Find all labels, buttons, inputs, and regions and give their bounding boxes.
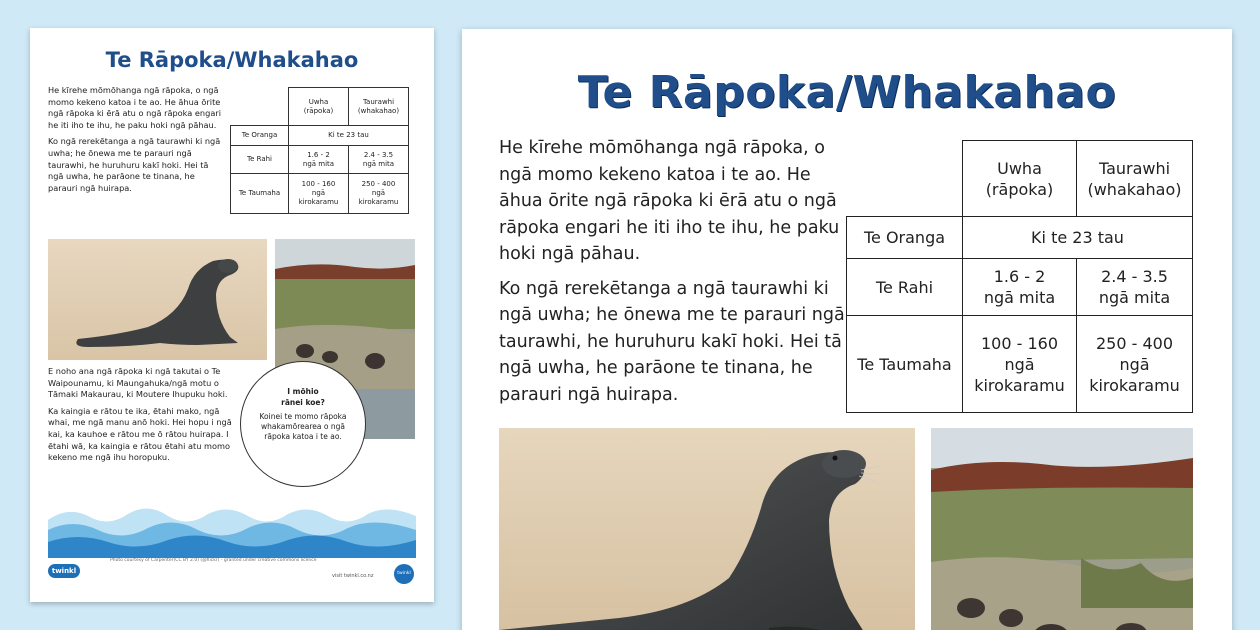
col-header-uwha: Uwha (rāpoka)	[963, 141, 1077, 217]
intro-paragraph: He kīrehe mōmōhanga ngā rāpoka, o ngā momo kekeno katoa i te ao. He āhua ōrite ngā rāpoka ki ērā atu o ngā rāpoka engari he iti iho te ihu, he paku hoki ngā pāhau.	[499, 138, 840, 264]
twinkl-logo: twinkl	[48, 564, 80, 578]
thumbnail-sea-lion-photo	[48, 239, 267, 360]
thumbnail-cell: 250 - 400 ngā kirokaramu	[349, 174, 409, 214]
thumbnail-facts-table	[230, 87, 409, 214]
thumbnail-colour-paragraph: Ko ngā rerekētanga a ngā taurawhi ki ngā uwha; he ōnewa me te parauri ngā taurawhi, he huruhuru kakī hoki. Hei tā ngā uwha, he parāone te tinana, he parauri ngā huirapa.	[48, 136, 221, 193]
thumbnail-col-taurawhi: Taurawhi (whakahao)	[349, 88, 409, 126]
thumbnail-cell: 100 - 160 ngā kirokaramu	[289, 174, 349, 214]
thumbnail-row-label: Te Rahi	[231, 146, 289, 174]
thumbnail-cell: 1.6 - 2 ngā mita	[289, 146, 349, 174]
thumbnail-diet-paragraph: Ka kaingia e rātou te ika, ētahi mako, ngā whai, me ngā manu anō hoki. Hei hopu i ngā kai, ka kauhoe e rātou me ō rātou huirapa. I ētahi wā, ka kaingia e rātou ētahi atu momo kekeno me ngā ihu horopuku.	[48, 405, 232, 463]
thumbnail-intro-paragraph: He kīrehe mōmōhanga ngā rāpoka, o ngā momo kekeno katoa i te ao. He āhua ōrite ngā rāpoka ki ērā atu o ngā rāpoka engari he iti iho te ihu, he paku hoki ngā pāhau.	[48, 85, 221, 130]
thumbnail-row-label: Te Taumaha	[231, 174, 289, 214]
fact-question: I mōhio rānei koe?	[281, 387, 325, 407]
thumbnail-habitat-text	[48, 366, 233, 469]
thumbnail-row-label: Te Oranga	[231, 126, 289, 146]
page-title: Te Rāpoka/Whakahao	[577, 67, 1117, 118]
row-label-taumaha: Te Taumaha	[847, 316, 963, 413]
thumbnail-page[interactable]	[30, 28, 434, 602]
thumbnail-habitat-paragraph: E noho ana ngā rāpoka ki ngā takutai o Te Waipounamu, ki Maungahuka/ngā motu o Tāmaki Makaurau, ki Moutere Ihupuku hoki.	[48, 366, 228, 400]
thumbnail-cell: 2.4 - 3.5 ngā mita	[349, 146, 409, 174]
footer-url: visit twinkl.co.nz	[332, 573, 374, 579]
cell-weight-taurawhi: 250 - 400 ngā kirokaramu	[1077, 316, 1193, 413]
facts-table	[846, 140, 1193, 413]
cell-size-uwha: 1.6 - 2 ngā mita	[963, 259, 1077, 316]
colour-paragraph: Ko ngā rerekētanga a ngā taurawhi ki ngā uwha; he ōnewa me te parauri ngā taurawhi, he huruhuru kakī hoki. Hei tā ngā uwha, he parāone te tinana, he parauri ngā huirapa.	[499, 278, 845, 405]
footer-logo-icon: twinkl	[394, 564, 414, 584]
col-header-taurawhi: Taurawhi (whakahao)	[1077, 141, 1193, 217]
sea-lion-photo	[499, 428, 915, 630]
waves-decoration	[48, 498, 416, 558]
colony-landscape-photo	[931, 428, 1193, 630]
thumbnail-row-shared: Ki te 23 tau	[289, 126, 409, 146]
thumbnail-intro-text	[48, 85, 226, 199]
fact-circle	[240, 361, 366, 487]
cell-weight-uwha: 100 - 160 ngā kirokaramu	[963, 316, 1077, 413]
intro-text-block	[499, 135, 849, 416]
row-label-oranga: Te Oranga	[847, 217, 963, 259]
main-page[interactable]	[462, 29, 1232, 630]
thumbnail-col-uwha: Uwha (rāpoka)	[289, 88, 349, 126]
row-label-rahi: Te Rahi	[847, 259, 963, 316]
fact-answer: Koinei te momo rāpoka whakamōrearea o ngā rāpoka katoa i te ao.	[259, 412, 347, 441]
thumbnail-title: Te Rāpoka/Whakahao	[105, 48, 359, 72]
photo-credit: Photo courtesy of Carpenter(CC BY 2.0) (@flickr) - granted under creative commons licence	[110, 558, 317, 563]
cell-size-taurawhi: 2.4 - 3.5 ngā mita	[1077, 259, 1193, 316]
cell-lifespan: Ki te 23 tau	[963, 217, 1193, 259]
